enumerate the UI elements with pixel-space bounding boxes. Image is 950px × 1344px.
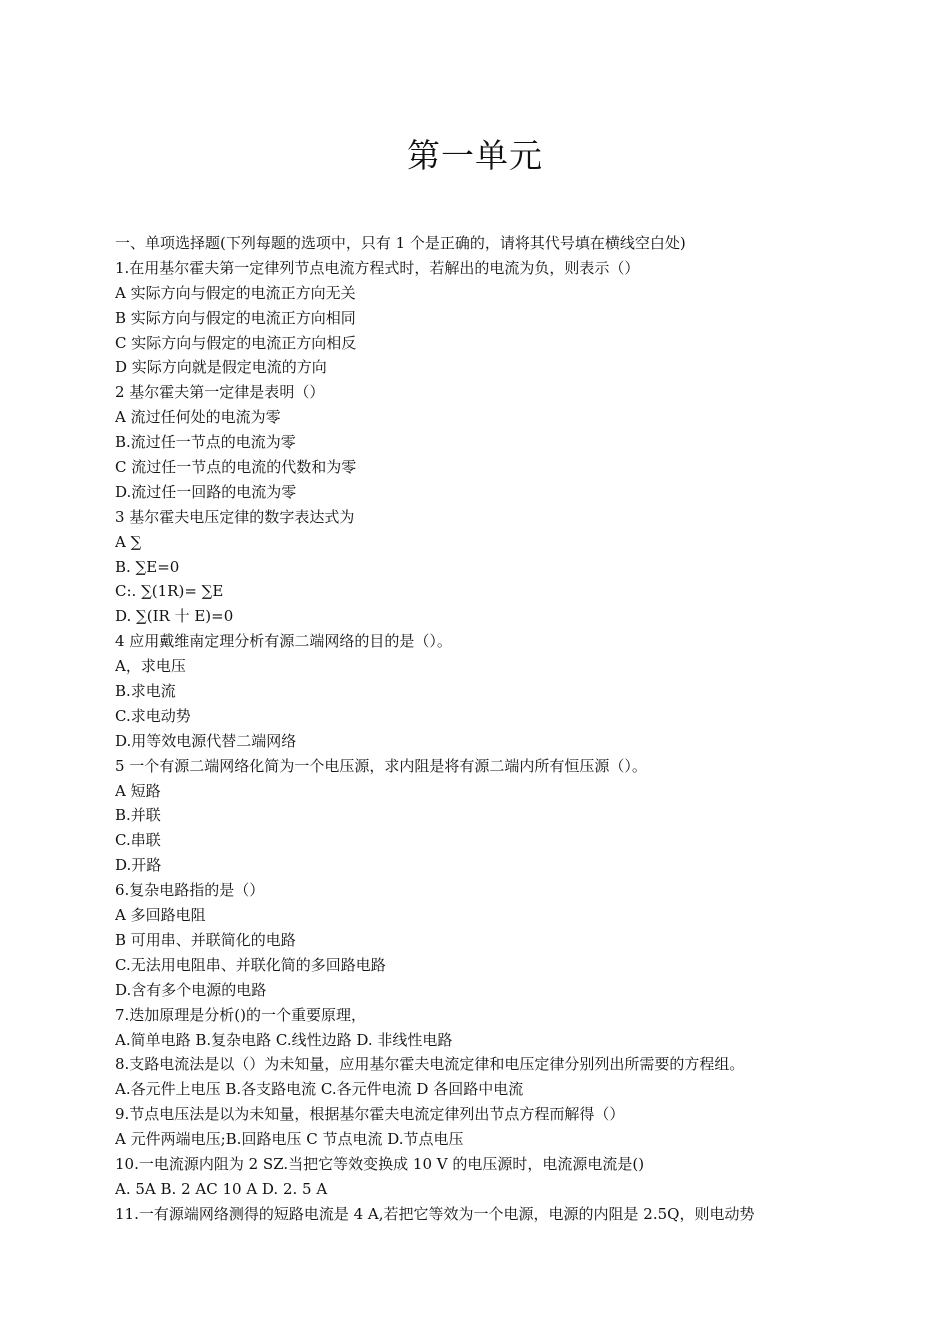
text-line: A ∑ (115, 532, 142, 551)
text-line: D. ∑(IR 十 E)=0 (115, 607, 234, 626)
text-line: 9.节点电压法是以为未知量，根据基尔霍夫电流定律列出节点方程而解得（） (115, 1105, 625, 1124)
text-line: 4 应用戴维南定理分析有源二端网络的目的是（）。 (115, 632, 452, 651)
text-line: C.串联 (115, 831, 161, 850)
text-line: A 流过任何处的电流为零 (115, 408, 281, 427)
text-line: B.求电流 (115, 682, 176, 701)
text-line: 8.支路电流法是以（）为未知量，应用基尔霍夫电流定律和电压定律分别列出所需要的方程组。 (115, 1055, 745, 1074)
text-line: C:. ∑(1R)= ∑E (115, 582, 224, 601)
text-line: B.流过任一节点的电流为零 (115, 433, 296, 452)
text-line: 7.迭加原理是分析()的一个重要原理， (115, 1005, 367, 1024)
text-line: B 可用串、并联简化的电路 (115, 930, 296, 949)
text-line: B 实际方向与假定的电流正方向相同 (115, 308, 356, 327)
text-line: C 流过任一节点的电流的代数和为零 (115, 458, 357, 477)
text-line: A. 5A B. 2 AC 10 A D. 2. 5 A (115, 1179, 328, 1198)
text-line: B.并联 (115, 806, 161, 825)
text-line: B. ∑E=0 (115, 557, 180, 576)
text-line: A 多回路电阻 (115, 906, 206, 925)
text-line: D.含有多个电源的电路 (115, 980, 267, 999)
text-line: 6.复杂电路指的是（） (115, 881, 265, 900)
text-line: C.求电动势 (115, 706, 191, 725)
text-line: D 实际方向就是假定电流的方向 (115, 358, 327, 377)
text-line: 10.一电流源内阻为 2 SZ.当把它等效变换成 10 V 的电压源时，电流源电流是() (115, 1154, 645, 1173)
text-line: A，求电压 (115, 657, 186, 676)
text-line: D.开路 (115, 856, 162, 875)
text-line: 11.一有源端网络测得的短路电流是 4 A,若把它等效为一个电源，电源的内阻是 2.5Q，则电动势 (115, 1204, 755, 1223)
text-line: A.各元件上电压 B.各支路电流 C.各元件电流 D 各回路中电流 (115, 1080, 524, 1099)
text-line: D.流过任一回路的电流为零 (115, 482, 297, 501)
page-title: 第一单元 (407, 136, 543, 175)
text-line: 1.在用基尔霍夫第一定律列节点电流方程式时，若解出的电流为负，则表示（） (115, 258, 640, 277)
text-line: A 元件两端电压;B.回路电压 C 节点电流 D.节点电压 (115, 1130, 464, 1149)
text-line: A 短路 (115, 781, 161, 800)
text-line: 3 基尔霍夫电压定律的数字表达式为 (115, 507, 355, 526)
text-line: C.无法用电阻串、并联化简的多回路电路 (115, 955, 386, 974)
text-line: D.用等效电源代替二端网络 (115, 731, 297, 750)
text-line: 2 基尔霍夫第一定律是表明（） (115, 383, 325, 402)
question-list (115, 231, 815, 1227)
text-line: 5 一个有源二端网络化简为一个电压源，求内阻是将有源二端内所有恒压源（）。 (115, 756, 647, 775)
text-line: 一、单项选择题(下列每题的选项中，只有 1 个是正确的，请将其代号填在横线空白处) (115, 234, 686, 252)
text-line: A 实际方向与假定的电流正方向无关 (115, 283, 356, 302)
text-line: C 实际方向与假定的电流正方向相反 (115, 333, 357, 352)
text-line: A.简单电路 B.复杂电路 C.线性边路 D. 非线性电路 (115, 1030, 453, 1049)
